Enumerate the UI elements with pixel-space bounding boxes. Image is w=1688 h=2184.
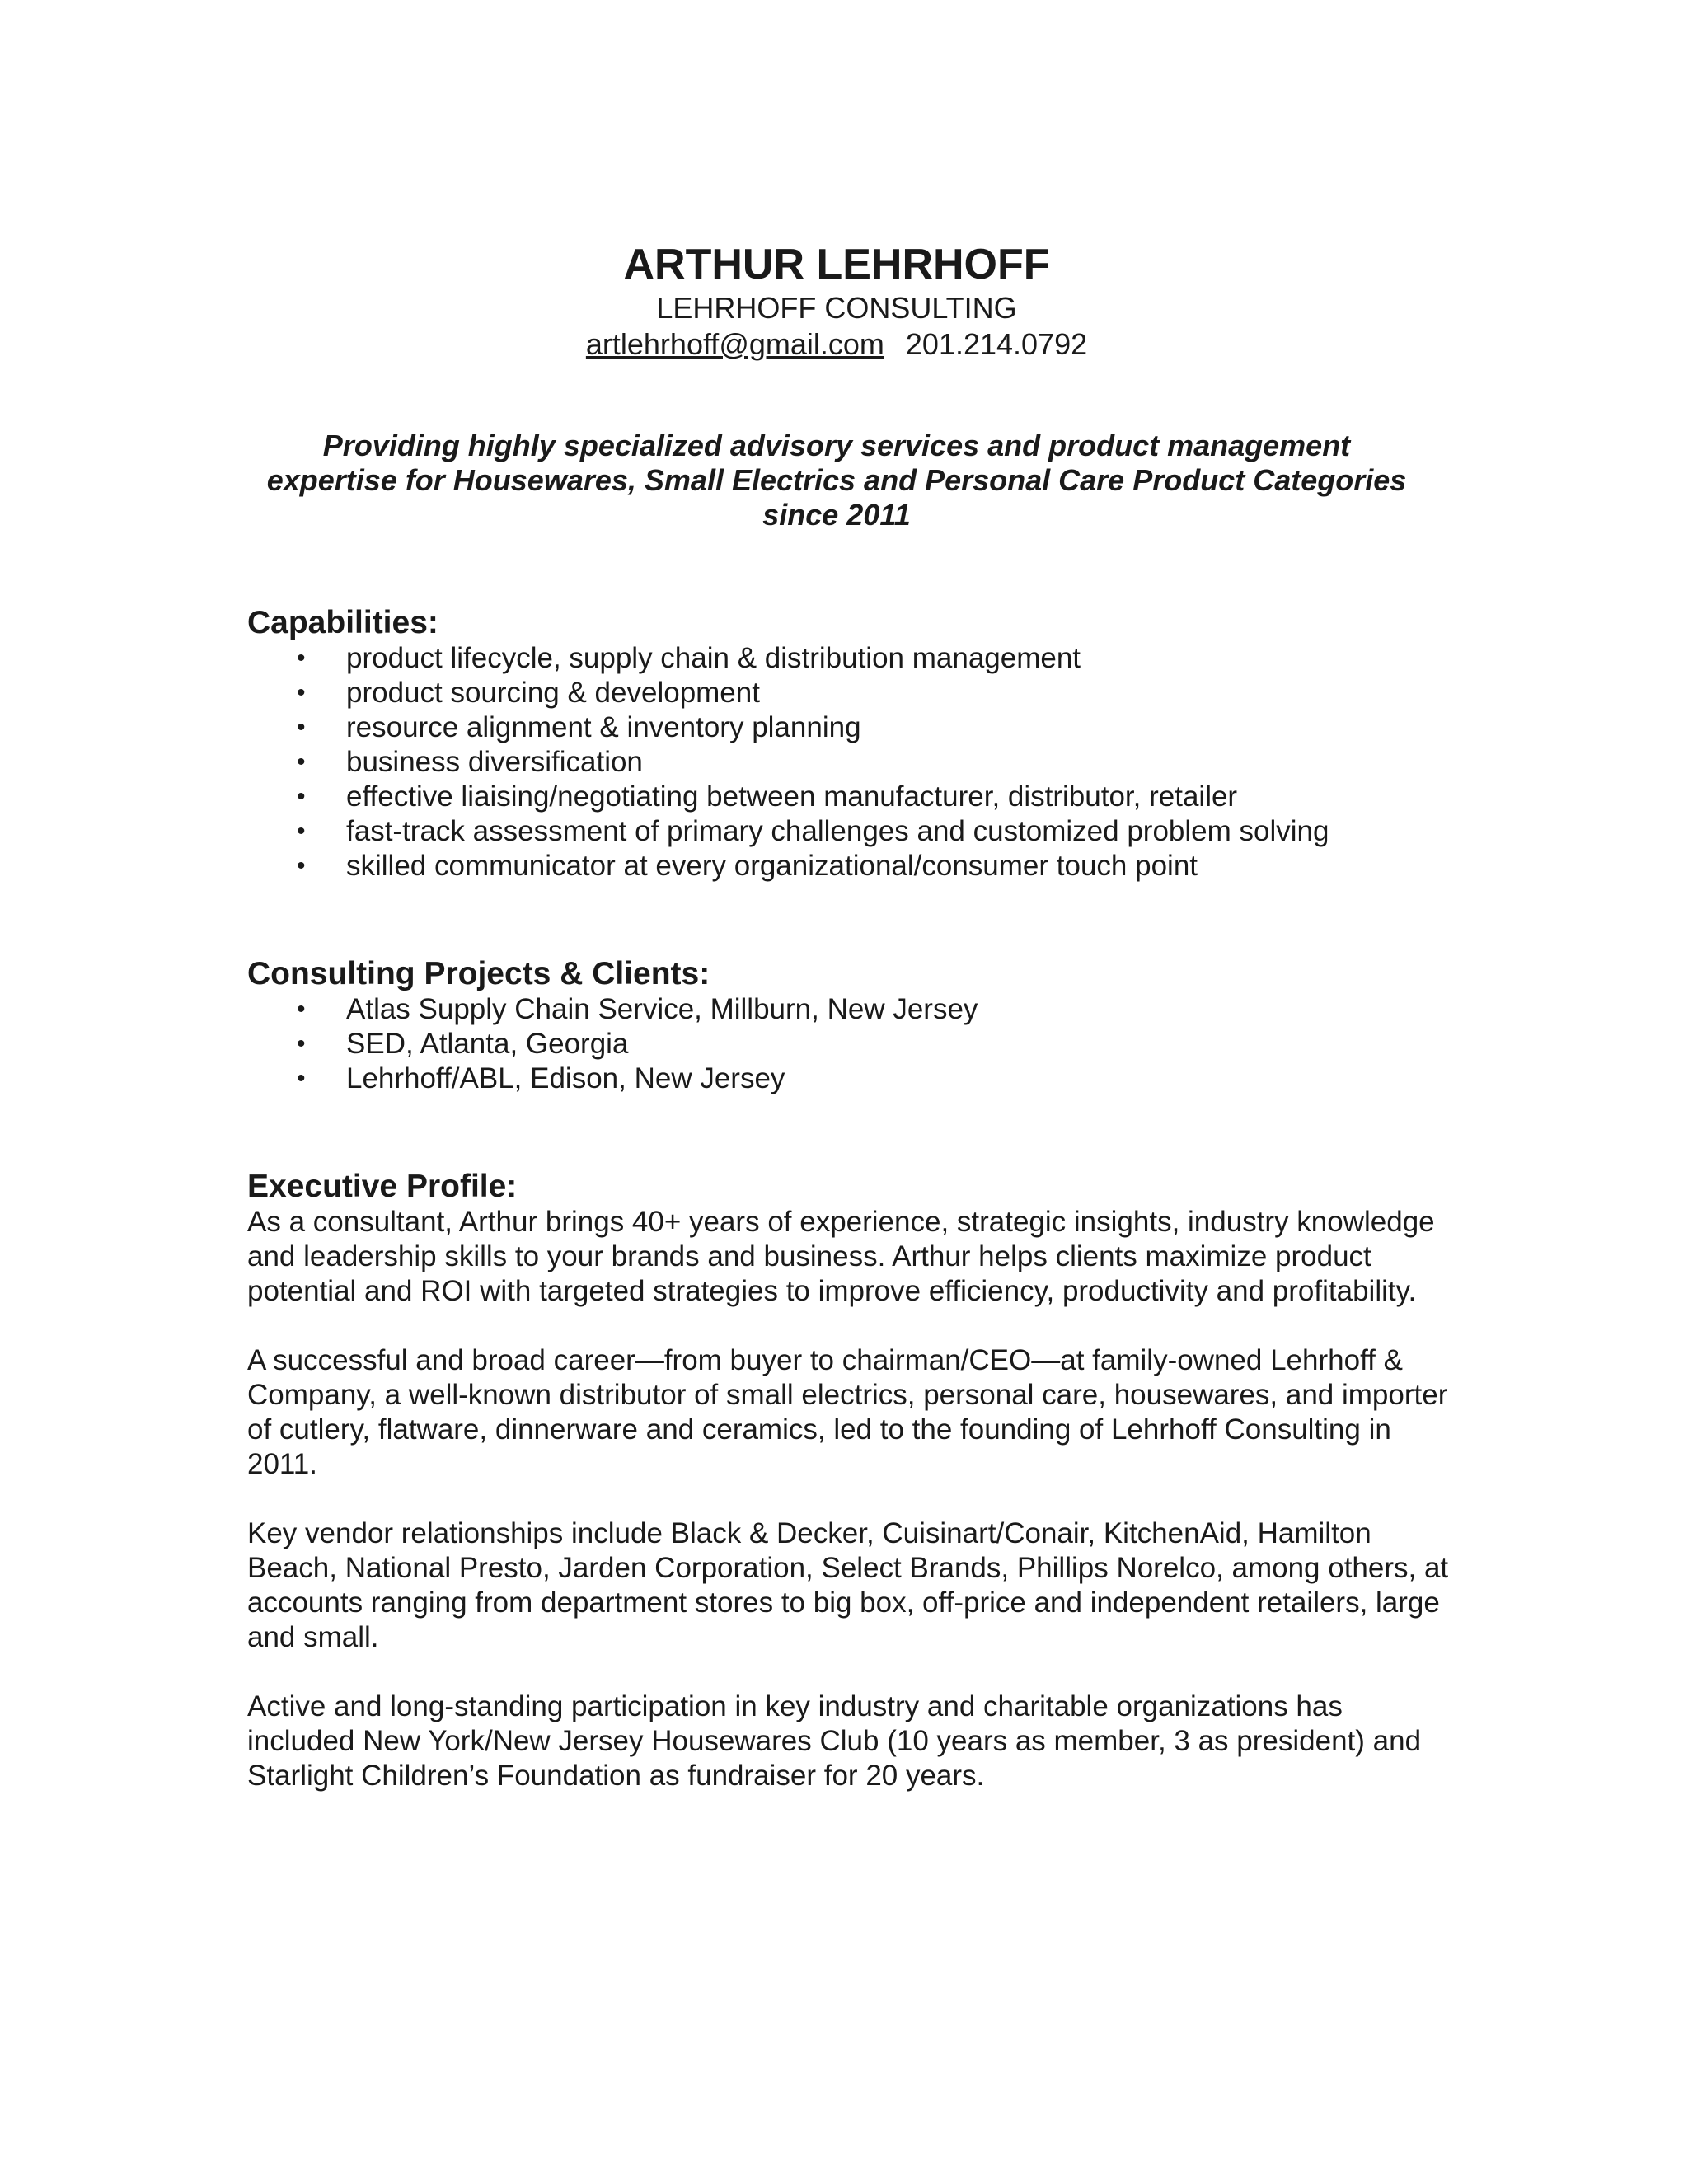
resume-header bbox=[247, 239, 1426, 363]
list-item bbox=[247, 641, 1451, 676]
profile-paragraph: A successful and broad career—from buyer to chairman/CEO—at family-owned Lehrhoff & Company, a well-known distributor of small electrics, personal care, housewares, and importer of cutlery, flatware, dinnerware and ceramics, led to the founding of Lehrhoff Consulting in 2011. bbox=[247, 1344, 1448, 1480]
tagline-line: since 2011 bbox=[762, 498, 911, 532]
bullet-icon: • bbox=[297, 714, 306, 741]
profile-section bbox=[247, 1169, 1451, 1828]
list-item-text: fast-track assessment of primary challenges and customized problem solving bbox=[346, 815, 1329, 847]
list-item-text: Atlas Supply Chain Service, Millburn, New Jersey bbox=[346, 993, 978, 1025]
list-item bbox=[247, 676, 1451, 710]
person-name: ARTHUR LEHRHOFF bbox=[623, 241, 1050, 288]
list-item-text: resource alignment & inventory planning bbox=[346, 711, 861, 743]
list-item-text: Lehrhoff/ABL, Edison, New Jersey bbox=[346, 1062, 785, 1094]
bullet-icon: • bbox=[297, 1030, 306, 1057]
phone-number: 201.214.0792 bbox=[905, 327, 1088, 361]
company-name: LEHRHOFF CONSULTING bbox=[656, 291, 1017, 325]
bullet-icon: • bbox=[297, 679, 306, 706]
list-item bbox=[247, 780, 1451, 814]
bullet-icon: • bbox=[297, 644, 306, 672]
list-item bbox=[247, 710, 1451, 745]
profile-paragraph: As a consultant, Arthur brings 40+ years of experience, strategic insights, industry knowledge and leadership skills to your brands and business. Arthur helps clients maximize product potential and ROI with targeted strategies to improve efficiency, productivity and profitability. bbox=[247, 1206, 1435, 1307]
clients-list bbox=[247, 992, 1451, 1096]
clients-section bbox=[247, 956, 1451, 1096]
list-item bbox=[247, 1062, 1451, 1096]
list-item bbox=[247, 1027, 1451, 1062]
list-item-text: product lifecycle, supply chain & distribution management bbox=[346, 642, 1081, 674]
list-item bbox=[247, 745, 1451, 780]
tagline bbox=[247, 429, 1426, 532]
list-item-text: effective liaising/negotiating between manufacturer, distributor, retailer bbox=[346, 780, 1238, 813]
profile-paragraph: Active and long-standing participation in key industry and charitable organizations has included New York/New Jersey Housewares Club (10 years as member, 3 as president) and Starlight Children’s Foundation as fundraiser for 20 years. bbox=[247, 1690, 1422, 1792]
capabilities-section bbox=[247, 605, 1451, 883]
bullet-icon: • bbox=[297, 852, 306, 879]
list-item-text: product sourcing & development bbox=[346, 677, 760, 709]
contact-line bbox=[247, 326, 1426, 363]
bullet-icon: • bbox=[297, 748, 306, 776]
list-item bbox=[247, 814, 1451, 849]
list-item-text: SED, Atlanta, Georgia bbox=[346, 1028, 629, 1060]
list-item-text: skilled communicator at every organizational/consumer touch point bbox=[346, 850, 1198, 882]
tagline-line: expertise for Housewares, Small Electrics and Personal Care Product Categories bbox=[266, 463, 1407, 497]
section-title: Consulting Projects & Clients: bbox=[247, 956, 710, 991]
bullet-icon: • bbox=[297, 818, 306, 845]
tagline-line: Providing highly specialized advisory services and product management bbox=[322, 429, 1351, 462]
section-title: Capabilities: bbox=[247, 605, 438, 640]
capabilities-list bbox=[247, 641, 1451, 883]
bullet-icon: • bbox=[297, 1065, 306, 1092]
list-item bbox=[247, 849, 1451, 883]
bullet-icon: • bbox=[297, 783, 306, 810]
section-title: Executive Profile: bbox=[247, 1169, 518, 1204]
profile-paragraph: Key vendor relationships include Black & Decker, Cuisinart/Conair, KitchenAid, Hamilton Beach, National Presto, Jarden Corporation, Select Brands, Phillips Norelco, among others, at accounts ranging from department stores to big box, off-price and independent retailers, large and small. bbox=[247, 1517, 1449, 1653]
bullet-icon: • bbox=[297, 996, 306, 1023]
email-link[interactable]: artlehrhoff@gmail.com bbox=[585, 327, 884, 361]
list-item bbox=[247, 992, 1451, 1027]
list-item-text: business diversification bbox=[346, 746, 643, 778]
